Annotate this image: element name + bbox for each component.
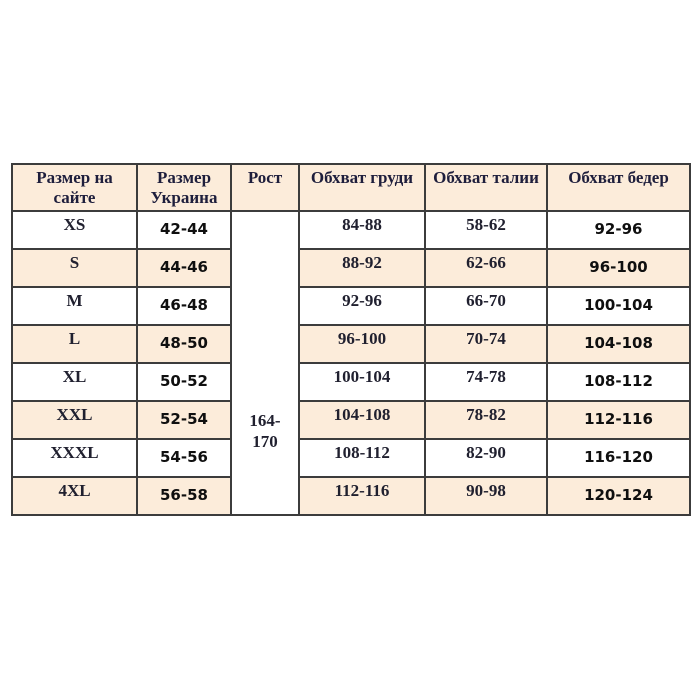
size-site-cell: S <box>12 249 137 287</box>
table-row <box>12 401 690 439</box>
chest-cell: 112-116 <box>299 477 425 515</box>
column-header-waist: Обхват талии <box>425 164 547 211</box>
hips-cell: 116-120 <box>547 439 690 477</box>
waist-cell: 66-70 <box>425 287 547 325</box>
column-header-chest: Обхват груди <box>299 164 425 211</box>
hips-cell: 120-124 <box>547 477 690 515</box>
column-header-hips: Обхват бедер <box>547 164 690 211</box>
size-chart-header <box>12 164 690 211</box>
size-table-body <box>12 211 690 515</box>
size-site-cell: XS <box>12 211 137 249</box>
waist-cell: 90-98 <box>425 477 547 515</box>
table-row <box>12 211 690 249</box>
height-value-line: 164- <box>249 410 281 430</box>
size-site-cell: 4XL <box>12 477 137 515</box>
size-site-cell: M <box>12 287 137 325</box>
size-site-cell: L <box>12 325 137 363</box>
waist-cell: 62-66 <box>425 249 547 287</box>
chest-cell: 96-100 <box>299 325 425 363</box>
waist-cell: 74-78 <box>425 363 547 401</box>
hips-cell: 104-108 <box>547 325 690 363</box>
chest-cell: 88-92 <box>299 249 425 287</box>
hips-cell: 100-104 <box>547 287 690 325</box>
column-header-height: Рост <box>231 164 299 211</box>
table-row <box>12 287 690 325</box>
hips-cell: 108-112 <box>547 363 690 401</box>
chest-cell: 104-108 <box>299 401 425 439</box>
chest-cell: 84-88 <box>299 211 425 249</box>
height-value-line: 170 <box>252 431 278 451</box>
size-ukraine-cell: 52-54 <box>137 401 231 439</box>
chest-cell: 92-96 <box>299 287 425 325</box>
header-row <box>12 164 690 211</box>
chest-cell: 100-104 <box>299 363 425 401</box>
chest-cell: 108-112 <box>299 439 425 477</box>
hips-cell: 112-116 <box>547 401 690 439</box>
size-chart-table <box>11 163 691 516</box>
table-row <box>12 249 690 287</box>
size-ukraine-cell: 42-44 <box>137 211 231 249</box>
size-site-cell: XL <box>12 363 137 401</box>
size-site-cell: XXXL <box>12 439 137 477</box>
size-ukraine-cell: 54-56 <box>137 439 231 477</box>
waist-cell: 78-82 <box>425 401 547 439</box>
table-row <box>12 325 690 363</box>
column-header-site-size: Размер на сайте <box>12 164 137 211</box>
height-merged-cell <box>231 211 299 515</box>
size-ukraine-cell: 56-58 <box>137 477 231 515</box>
column-header-ukraine-size: Размер Украина <box>137 164 231 211</box>
waist-cell: 58-62 <box>425 211 547 249</box>
size-ukraine-cell: 48-50 <box>137 325 231 363</box>
size-ukraine-cell: 46-48 <box>137 287 231 325</box>
size-ukraine-cell: 50-52 <box>137 363 231 401</box>
size-ukraine-cell: 44-46 <box>137 249 231 287</box>
hips-cell: 92-96 <box>547 211 690 249</box>
table-row <box>12 477 690 515</box>
hips-cell: 96-100 <box>547 249 690 287</box>
waist-cell: 70-74 <box>425 325 547 363</box>
waist-cell: 82-90 <box>425 439 547 477</box>
table-row <box>12 439 690 477</box>
size-site-cell: XXL <box>12 401 137 439</box>
table-row <box>12 363 690 401</box>
